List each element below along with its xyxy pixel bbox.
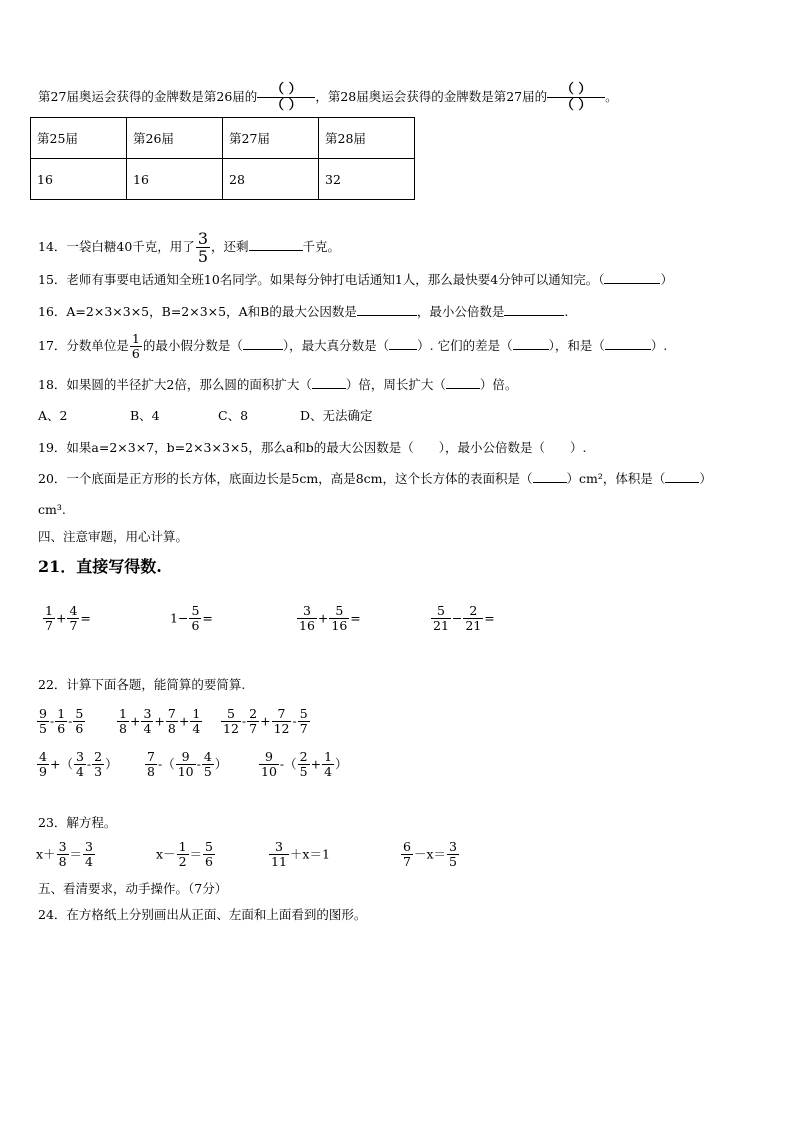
fraction <box>189 604 201 633</box>
q17-text: 17．分数单位是 <box>38 338 129 353</box>
numerator: 1 <box>178 839 187 854</box>
numerator: 1 <box>119 706 127 721</box>
numerator: 4 <box>203 749 212 764</box>
paren: ） <box>105 756 118 772</box>
q24: 24．在方格纸上分别画出从正面、左面和上面看到的图形。 <box>38 907 367 922</box>
numerator: 3 <box>75 749 84 764</box>
q13-text-part3: 。 <box>605 89 618 104</box>
operator: + <box>49 756 61 772</box>
operator: + <box>154 713 165 729</box>
numerator: 6 <box>403 839 411 854</box>
fraction <box>431 604 451 633</box>
fraction <box>202 750 214 779</box>
q17-blank[interactable] <box>389 349 417 350</box>
operator: − <box>451 610 463 626</box>
q15-answer-blank[interactable] <box>604 283 660 284</box>
q20-text: 20．一个底面是正方形的长方体，底面边长是5cm，高是8cm，这个长方体的表面积是（ <box>38 471 533 486</box>
q22-expr-5 <box>144 750 227 779</box>
q15-text: 15．老师有事要电话通知全班10名同学。如果每分钟打电话通知1人，那么最快要4分钟可以通知完。（ <box>38 272 605 287</box>
equation-rest: ＋x＝1 <box>289 846 330 862</box>
option-a[interactable]: A、2 <box>38 408 68 423</box>
fraction <box>73 707 85 736</box>
medal-table <box>30 117 415 200</box>
numerator: 5 <box>226 706 235 721</box>
numerator: 4 <box>69 603 78 618</box>
q17-blank[interactable] <box>513 349 549 350</box>
fraction <box>269 840 289 869</box>
q18 <box>38 376 517 394</box>
q16-text: 16．A=2×3×3×5，B=2×3×5，A和B的最大公因数是 <box>38 304 357 319</box>
equals: ＝ <box>189 846 203 862</box>
q16 <box>38 303 568 321</box>
denominator: 11 <box>271 854 287 869</box>
equals: = <box>484 610 495 626</box>
numerator: 7 <box>277 706 286 721</box>
denominator: 7 <box>299 721 308 736</box>
numerator: 9 <box>39 706 47 721</box>
denominator: 10 <box>261 764 277 779</box>
fraction <box>92 750 104 779</box>
q16-text: . <box>564 304 569 319</box>
fraction <box>463 604 483 633</box>
operator: + <box>178 713 190 729</box>
fraction <box>298 707 310 736</box>
operator: - <box>157 756 163 772</box>
denominator: 4 <box>143 721 152 736</box>
q23-eq-3 <box>268 840 330 869</box>
q13-answer-fraction-2[interactable] <box>547 82 605 113</box>
equals: = <box>202 610 213 626</box>
numerator: 2 <box>94 749 103 764</box>
equals: ＝ <box>69 846 83 862</box>
paren: （ <box>284 756 297 772</box>
numerator: 2 <box>299 749 308 764</box>
q20-volume-blank[interactable] <box>665 482 699 483</box>
numerator: 3 <box>143 706 152 721</box>
paren-den: （ ） <box>257 97 315 113</box>
q16-text: ，最小公倍数是 <box>416 304 505 319</box>
numerator: 3 <box>449 839 457 854</box>
option-b[interactable]: B、4 <box>130 408 160 423</box>
q15-text: ） <box>660 272 673 287</box>
q15 <box>38 271 673 289</box>
fraction <box>130 332 142 361</box>
q16-lcm-blank[interactable] <box>504 315 564 316</box>
q22-expr-4 <box>36 750 118 779</box>
fraction <box>83 840 95 869</box>
numerator: 1 <box>45 603 53 618</box>
q16-gcd-blank[interactable] <box>357 315 417 316</box>
fraction <box>43 604 55 633</box>
table-header: 第27届 <box>223 118 319 159</box>
q20-text: ）cm²，体积是（ <box>566 471 666 486</box>
denominator: 2 <box>178 854 187 869</box>
numerator: 1 <box>57 706 66 721</box>
q23-eq-2 <box>156 840 216 869</box>
fraction <box>190 707 202 736</box>
q22-expr-1 <box>36 707 86 736</box>
fraction <box>401 840 413 869</box>
fraction <box>329 604 349 633</box>
q20-text: ） <box>699 471 712 486</box>
fraction <box>55 707 67 736</box>
q14-text: 14．一袋白糖40千克，用了 <box>38 239 195 254</box>
fraction <box>37 750 49 779</box>
numerator: 3 <box>274 839 283 854</box>
fraction <box>259 750 279 779</box>
fraction <box>196 230 210 265</box>
q23-title: 23．解方程。 <box>38 815 117 830</box>
fraction <box>57 840 69 869</box>
fraction <box>37 707 49 736</box>
q14-answer-blank[interactable] <box>249 250 303 251</box>
whole-number: 1 <box>170 610 178 626</box>
numerator: 3 <box>85 839 93 854</box>
denominator: 4 <box>324 764 333 779</box>
denominator: 8 <box>58 854 67 869</box>
denominator: 5 <box>203 764 212 779</box>
q22-title: 22．计算下面各题，能简算的要简算. <box>38 677 246 692</box>
operator: - <box>86 756 92 772</box>
denominator: 8 <box>119 721 127 736</box>
numerator: 5 <box>436 603 445 618</box>
denominator: 7 <box>249 721 258 736</box>
operator: - <box>68 713 73 729</box>
denominator: 6 <box>205 854 213 869</box>
paren: ） <box>335 756 348 772</box>
fraction <box>203 840 215 869</box>
denominator: 12 <box>223 721 239 736</box>
operator: - <box>241 713 247 729</box>
q18-blank[interactable] <box>312 388 346 389</box>
q22-expr-3 <box>220 707 311 736</box>
numerator: 1 <box>324 749 333 764</box>
numerator: 5 <box>299 706 308 721</box>
denominator: 6 <box>191 618 200 633</box>
q17-blank[interactable] <box>243 349 283 350</box>
fraction <box>447 840 459 869</box>
denominator: 8 <box>147 764 155 779</box>
operator: - <box>279 756 285 772</box>
fraction <box>297 604 317 633</box>
denominator: 4 <box>75 764 84 779</box>
numerator: 3 <box>197 229 208 248</box>
table-cell: 16 <box>31 159 127 200</box>
fraction <box>322 750 334 779</box>
q23-eq-4 <box>400 840 460 869</box>
equals: = <box>350 610 361 626</box>
fraction <box>141 707 153 736</box>
option-c[interactable]: C、8 <box>218 408 249 423</box>
numerator: 5 <box>191 603 200 618</box>
q17-text: 的最小假分数是（ <box>142 338 243 353</box>
operator: - <box>196 756 201 772</box>
numerator: 4 <box>39 749 47 764</box>
section-5-heading: 五、看清要求，动手操作。（7分） <box>38 881 228 896</box>
q18-text: ）倍。 <box>479 377 518 392</box>
denominator: 3 <box>94 764 103 779</box>
denominator: 16 <box>299 618 315 633</box>
denominator: 6 <box>131 346 140 361</box>
q21-item-1 <box>42 604 91 633</box>
numerator: 3 <box>58 839 67 854</box>
operator: − <box>177 610 189 626</box>
q14-text: ，还剩 <box>211 239 249 254</box>
numerator: 7 <box>167 706 176 721</box>
q17-text: ）. 它们的差是（ <box>417 338 513 353</box>
table-cell: 32 <box>319 159 415 200</box>
operator: + <box>129 713 141 729</box>
numerator: 1 <box>131 331 140 346</box>
numerator: 5 <box>75 706 84 721</box>
paren: （ <box>60 756 73 772</box>
q20-area-blank[interactable] <box>533 482 567 483</box>
operator: + <box>260 713 271 729</box>
q22-expr-2 <box>116 707 203 736</box>
paren: ） <box>214 756 228 772</box>
denominator: 5 <box>299 764 308 779</box>
operator: + <box>317 610 329 626</box>
fraction <box>176 750 196 779</box>
section-4-heading: 四、注意审题，用心计算。 <box>38 529 189 544</box>
denominator: 5 <box>197 247 208 266</box>
operator: - <box>49 713 55 729</box>
operator: + <box>55 610 67 626</box>
denominator: 7 <box>45 618 53 633</box>
equals: = <box>80 610 91 626</box>
numerator: 5 <box>335 603 344 618</box>
denominator: 12 <box>273 721 290 736</box>
q17 <box>38 332 667 361</box>
table-header: 第28届 <box>319 118 415 159</box>
table-header: 第26届 <box>127 118 223 159</box>
table-cell: 28 <box>223 159 319 200</box>
fraction <box>298 750 310 779</box>
variable: x－ <box>156 846 176 862</box>
q13-answer-fraction-1[interactable] <box>257 82 315 113</box>
denominator: 4 <box>85 854 93 869</box>
q21-title: 21．直接写得数. <box>38 557 162 576</box>
q14 <box>38 230 340 265</box>
numerator: 9 <box>264 749 273 764</box>
denominator: 6 <box>75 721 84 736</box>
q17-blank[interactable] <box>605 349 651 350</box>
fraction <box>166 707 178 736</box>
denominator: 16 <box>331 618 348 633</box>
q20-unit: cm³. <box>38 502 66 517</box>
denominator: 7 <box>403 854 411 869</box>
denominator: 10 <box>177 764 194 779</box>
q18-text: 18．如果圆的半径扩大2倍，那么圆的面积扩大（ <box>38 377 312 392</box>
q21-item-2 <box>170 604 213 633</box>
q18-blank[interactable] <box>446 388 480 389</box>
numerator: 5 <box>205 839 213 854</box>
denominator: 5 <box>449 854 457 869</box>
paren-num: （ ） <box>560 82 592 97</box>
denominator: 9 <box>39 764 47 779</box>
q20 <box>38 470 712 488</box>
q17-text: ）. <box>650 338 668 353</box>
operator: + <box>310 756 322 772</box>
paren: （ <box>162 756 175 772</box>
denominator: 8 <box>167 721 176 736</box>
paren-num: （ ） <box>271 82 302 97</box>
equation-mid: －x＝ <box>413 846 447 862</box>
q13-text <box>38 82 618 113</box>
q17-text: ），最大真分数是（ <box>282 338 390 353</box>
numerator: 1 <box>192 706 201 721</box>
numerator: 2 <box>249 706 258 721</box>
option-d[interactable]: D、无法确定 <box>300 408 373 423</box>
numerator: 2 <box>469 603 478 618</box>
fraction <box>177 840 189 869</box>
table-header: 第25届 <box>31 118 127 159</box>
q18-text: ）倍，周长扩大（ <box>345 377 446 392</box>
q13-text-part1: 第27届奥运会获得的金牌数是第26届的 <box>38 89 258 104</box>
denominator: 5 <box>39 721 47 736</box>
denominator: 7 <box>69 618 78 633</box>
q19: 19．如果a=2×3×7，b=2×3×3×5，那么a和b的最大公因数是（ ），最小公倍数是（ ）. <box>38 440 587 455</box>
paren-den: （ ） <box>547 97 605 113</box>
q21-item-3 <box>296 604 361 633</box>
table-row <box>31 118 415 159</box>
q14-text: 千克。 <box>302 239 341 254</box>
table-row <box>31 159 415 200</box>
variable: x＋ <box>36 846 56 862</box>
table-cell: 16 <box>127 159 223 200</box>
numerator: 9 <box>181 749 190 764</box>
q17-text: ），和是（ <box>548 338 605 353</box>
q13-text-part2: ，第28届奥运会获得的金牌数是第27届的 <box>315 89 548 104</box>
fraction <box>74 750 86 779</box>
q21-item-4 <box>430 604 495 633</box>
fraction <box>145 750 157 779</box>
operator: - <box>292 713 297 729</box>
q22-expr-6 <box>258 750 348 779</box>
fraction <box>272 707 292 736</box>
numerator: 3 <box>302 603 311 618</box>
fraction <box>247 707 259 736</box>
numerator: 7 <box>147 749 155 764</box>
fraction <box>221 707 241 736</box>
fraction <box>117 707 129 736</box>
denominator: 4 <box>192 721 201 736</box>
denominator: 21 <box>465 618 482 633</box>
fraction <box>67 604 79 633</box>
denominator: 6 <box>57 721 66 736</box>
q23-eq-1 <box>36 840 96 869</box>
denominator: 21 <box>433 618 449 633</box>
